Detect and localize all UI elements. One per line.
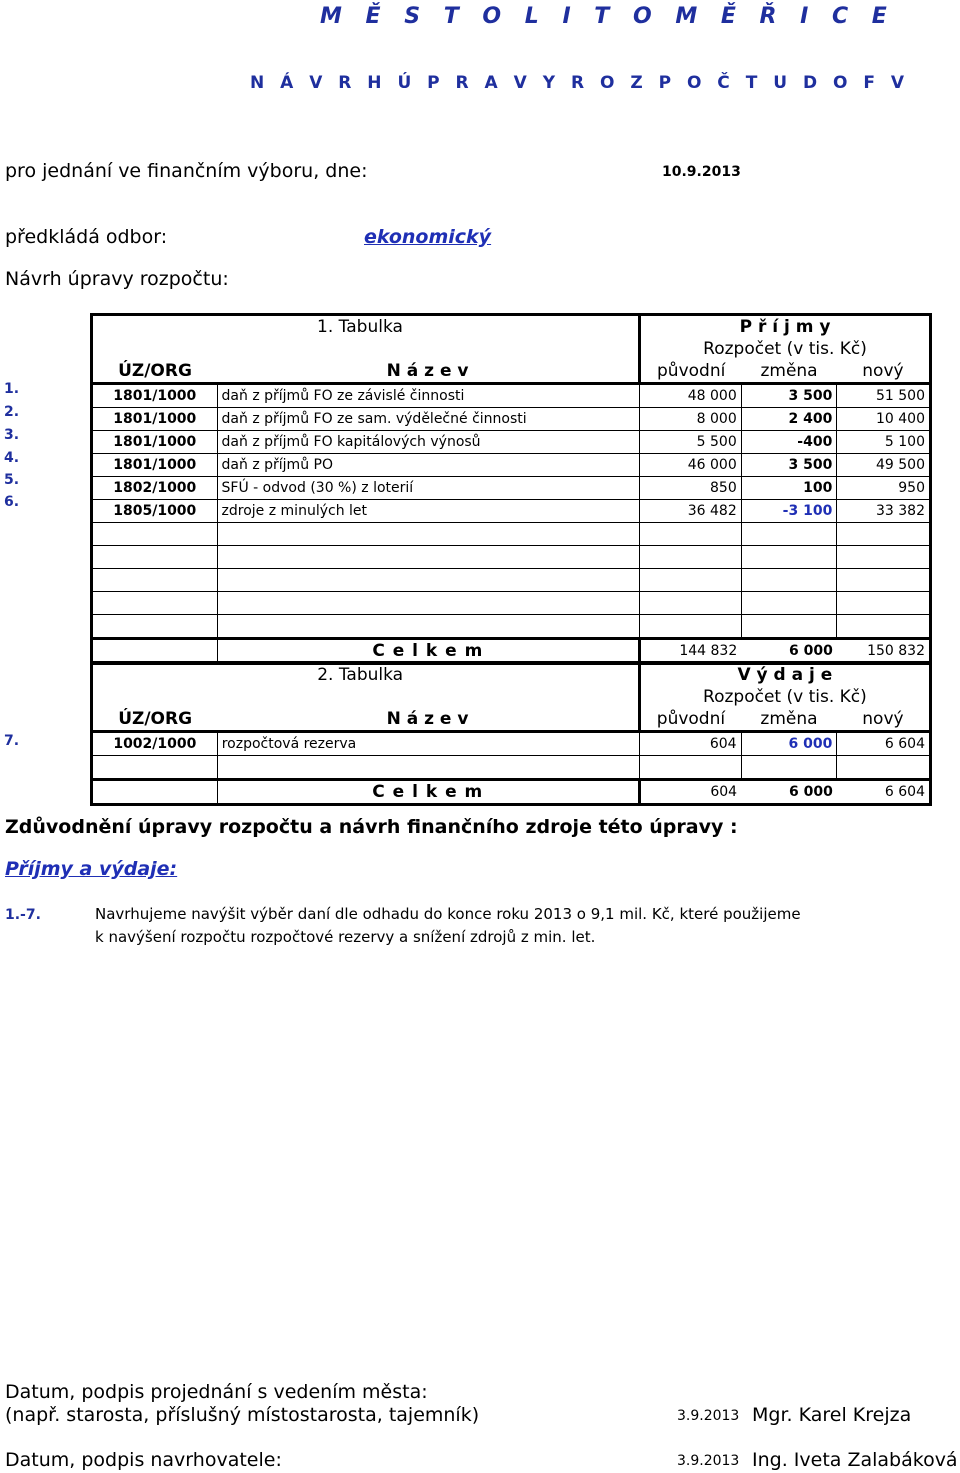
empty-row [92,615,931,639]
row-number: 6. [4,494,20,510]
empty-row [92,523,931,546]
col-name: N á z e v [386,361,469,381]
table-row: 1801/1000 daň z příjmů FO ze závislé činnosti 48 000 3 500 51 500 [92,384,931,408]
submitter-label: předkládá odbor: [5,226,168,248]
table-title: 2. Tabulka [317,665,404,685]
table-row: 1801/1000 daň z příjmů FO kapitálových výnosů 5 500 -400 5 100 [92,431,931,454]
justification-heading: Zdůvodnění úpravy rozpočtu a návrh finančního zdroje této úpravy : [5,816,738,838]
row-number: 5. [4,472,20,488]
total-row: C e l k e m 144 832 6 000 150 832 [92,639,931,664]
row-number: 4. [4,450,20,466]
col-uz-org: ÚZ/ORG [118,361,192,381]
budget-caption: Rozpočet (v tis. Kč) [640,338,931,360]
row-number: 1. [4,381,20,397]
discussed-date: 3.9.2013 [677,1408,740,1424]
row-number: 7. [4,733,20,749]
discussed-note: (např. starosta, příslušný místostarosta, tajemník) [5,1404,480,1426]
proposer-date: 3.9.2013 [677,1453,740,1469]
meeting-date: 10.9.2013 [662,164,741,180]
table-row: 1802/1000 SFÚ - odvod (30 %) z loterií 850 100 950 [92,477,931,500]
proposer-name: Ing. Iveta Zalabáková [752,1449,958,1471]
total-row: C e l k e m 604 6 000 6 604 [92,780,931,805]
proposer-label: Datum, podpis navrhovatele: [5,1449,282,1471]
section-title: P ř í j m y [640,315,931,339]
department-link[interactable]: ekonomický [364,226,492,248]
table-row: 1801/1000 daň z příjmů FO ze sam. výdělečné činnosti 8 000 2 400 10 400 [92,408,931,431]
col-new: nový [862,361,904,381]
empty-row [92,592,931,615]
table-title: 1. Tabulka [317,317,403,337]
empty-row [92,756,931,780]
justification-ref: 1.-7. [5,907,41,923]
expense-table [90,661,932,806]
col-change: změna [760,709,818,729]
justification-line: Navrhujeme navýšit výběr daní dle odhadu do konce roku 2013 o 9,1 mil. Kč, které použijeme [95,905,801,923]
town-title: M Ě S T O L I T O M Ě Ř I C E [320,4,895,29]
col-original: původní [639,708,741,732]
budget-caption: Rozpočet (v tis. Kč) [639,686,930,708]
income-table [90,313,932,665]
table-row: 1801/1000 daň z příjmů PO 46 000 3 500 49 500 [92,454,931,477]
col-original: původní [640,360,742,384]
discussed-name: Mgr. Karel Krejza [752,1404,912,1426]
meeting-label: pro jednání ve finančním výboru, dne: [5,160,368,182]
proposal-label: Návrh úpravy rozpočtu: [5,268,229,290]
discussed-label: Datum, podpis projednání s vedením města: [5,1381,428,1403]
row-number: 3. [4,427,20,443]
justification-subheading[interactable]: Příjmy a výdaje: [5,858,178,880]
justification-line: k navýšení rozpočtu rozpočtové rezervy a snížení zdrojů z min. let. [95,928,596,946]
col-new: nový [862,709,904,729]
section-title: V ý d a j e [639,663,930,687]
table-row: 1002/1000 rozpočtová rezerva 604 6 000 6 604 [92,732,931,756]
row-number: 2. [4,404,20,420]
col-name: N á z e v [386,709,469,729]
document-subtitle: N Á V R H Ú P R A V Y R O Z P O Č T U D O F V [250,73,910,93]
col-change: změna [760,361,818,381]
empty-row [92,569,931,592]
empty-row [92,546,931,569]
table-row: 1805/1000 zdroje z minulých let 36 482 -3 100 33 382 [92,500,931,523]
col-uz-org: ÚZ/ORG [118,709,193,729]
